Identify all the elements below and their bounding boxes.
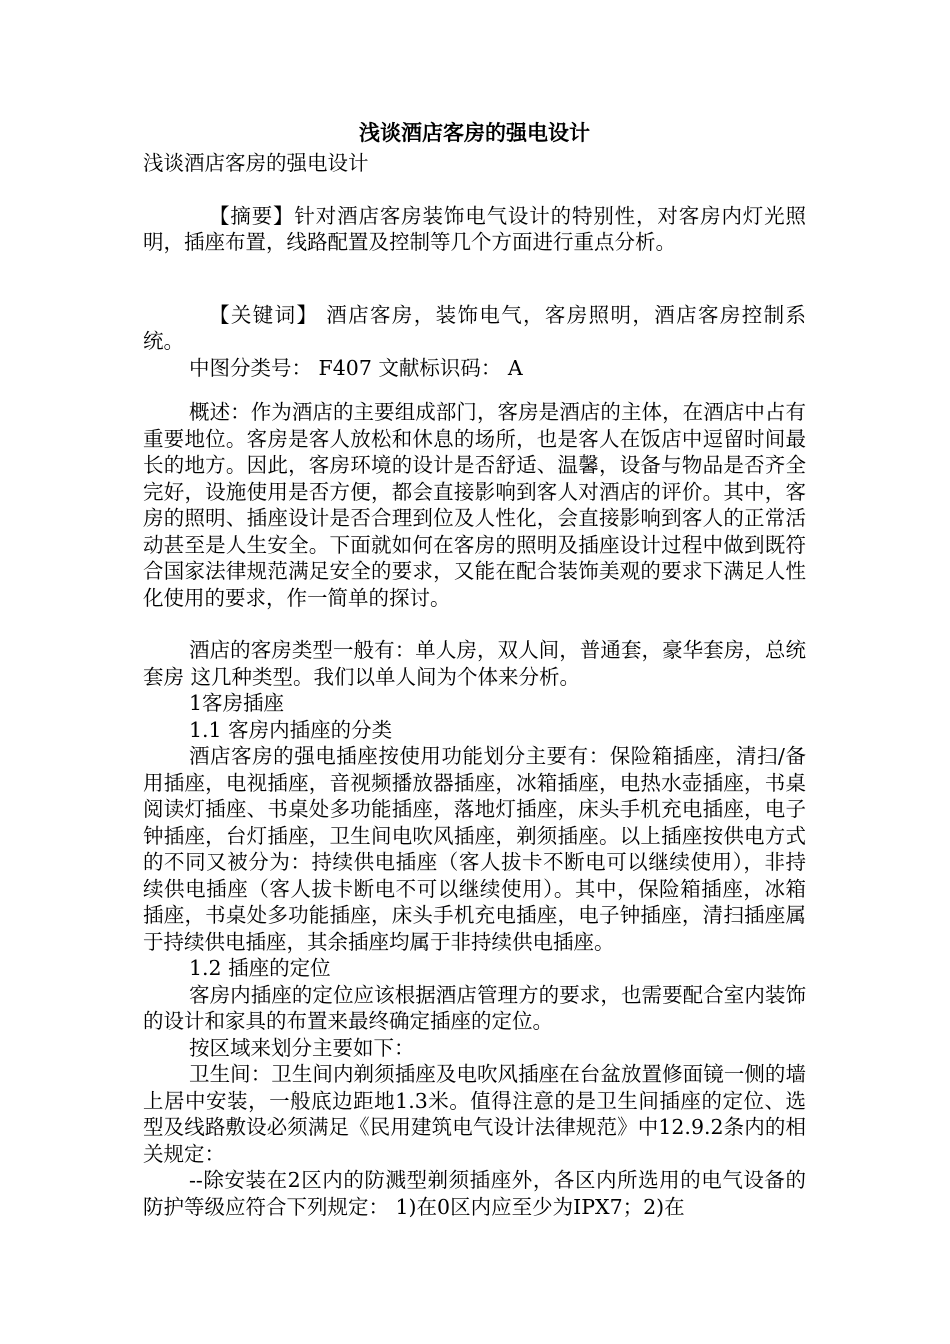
region-intro-line: 按区域来划分主要如下：: [189, 1035, 415, 1060]
abstract-paragraph: 【摘要】针对酒店客房装饰电气设计的特别性，对客房内灯光照明，插座布置，线路配置及控制等几个方面进行重点分析。: [143, 203, 806, 254]
document-title: 浅谈酒店客房的强电设计: [359, 120, 590, 145]
keywords-paragraph: 【关键词】 酒店客房，装饰电气，客房照明，酒店客房控制系统。: [143, 302, 806, 353]
socket-positioning-paragraph: 客房内插座的定位应该根据酒店管理方的要求，也需要配合室内装饰的设计和家具的布置来最终确定插座的定位。: [143, 982, 806, 1033]
document-subtitle: 浅谈酒店客房的强电设计: [143, 151, 369, 175]
spacer: [143, 611, 806, 637]
spacer: [143, 381, 806, 399]
spacer: [143, 177, 806, 203]
section-heading-1-1: 1.1 客房内插座的分类: [189, 717, 393, 742]
document-page: [143, 118, 806, 1220]
zone-rules-paragraph: --除安装在2区内的防溅型剃须插座外，各区内所选用的电气设备的防护等级应符合下列规定： 1)在0区内应至少为IPX7；2)在: [143, 1168, 806, 1219]
section-heading-1-2: 1.2 插座的定位: [189, 956, 331, 980]
bathroom-paragraph: 卫生间：卫生间内剃须插座及电吹风插座在台盆放置修面镜一侧的墙上居中安装，一般底边距地1.3米。值得注意的是卫生间插座的定位、选型及线路敷设必须满足《民用建筑电气设计法律规范》中12.9.2条内的相关规定：: [143, 1062, 806, 1166]
overview-paragraph: 概述：作为酒店的主要组成部门，客房是酒店的主体，在酒店中占有重要地位。客房是客人放松和休息的场所，也是客人在饭店中逗留时间最长的地方。因此，客房环境的设计是否舒适、温馨，设备与物品是否齐全完好，设施使用是否方便，都会直接影响到客人对酒店的评价。其中，客房的照明、插座设计是否合理到位及人性化，会直接影响到客人的正常活动甚至是人生安全。下面就如何在客房的照明及插座设计过程中做到既符合国家法律规范满足安全的要求，又能在配合装饰美观的要求下满足人性化使用的要求，作一简单的探讨。: [143, 400, 806, 610]
spacer: [143, 256, 806, 302]
section-heading-1: 1客房插座: [189, 691, 285, 715]
socket-classification-paragraph: 酒店客房的强电插座按使用功能划分主要有：保险箱插座，清扫/备用插座，电视插座，音视频播放器插座，冰箱插座，电热水壶插座，书桌阅读灯插座、书桌处多功能插座，落地灯插座，床头手机充电插座，电子钟插座，台灯插座，卫生间电吹风插座，剃须插座。以上插座按供电方式的不同又被分为：持续供电插座（客人拔卡不断电可以继续使用），非持续供电插座（客人拔卡断电不可以继续使用）。其中，保险箱插座，冰箱插座，书桌处多功能插座，床头手机充电插座，电子钟插座，清扫插座属于持续供电插座，其余插座均属于非持续供电插座。: [143, 744, 806, 954]
classification-line: 中图分类号： F407 文献标识码： A: [189, 355, 523, 380]
room-types-paragraph: 酒店的客房类型一般有：单人房，双人间，普通套，豪华套房，总统套房 这几种类型。我们以单人间为个体来分析。: [143, 638, 806, 689]
